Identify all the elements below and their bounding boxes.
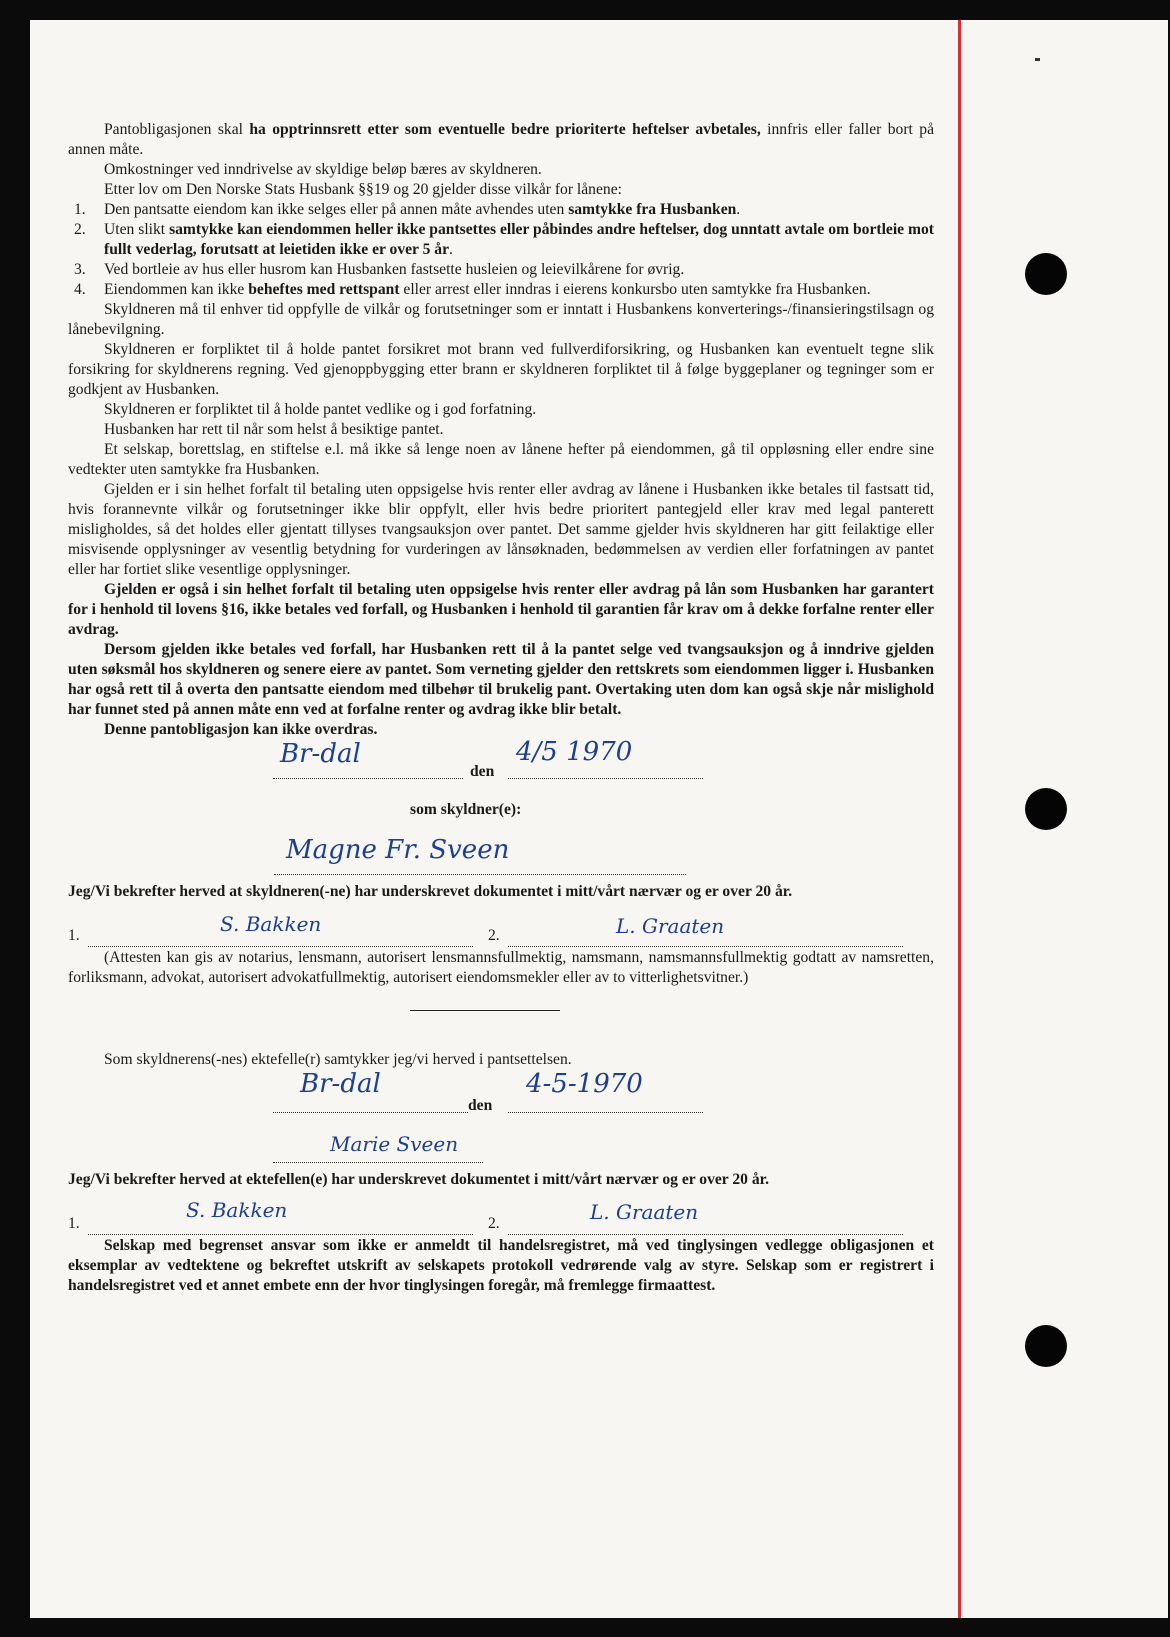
witness-number-3: 1. bbox=[68, 1215, 80, 1232]
separator-block bbox=[68, 988, 934, 1050]
separator-rule bbox=[410, 1010, 560, 1011]
default-paragraph: Gjelden er i sin helhet forfalt til betaling uten oppsigelse hvis renter eller avdrag av lånene i Husbanken ikke betales til fastsatt tid, hvis forannevnte vilkår og forutsetninger ikke blir oppfylt, eller hvis bedre prioritert pantegjeld eller krav med legal panterett misligholdes, så det holdes eller gjentatt tillyses tvangsauksjon over pantet. Det samme gjelder hvis skyldneren har gitt feilaktige eller misvisende opplysninger av vesentlig betydning for vurderingen av lånsøknaden, bedømmelsen av verdien eller forfatningen av pantet eller har fortiet slike vesentlige opplysninger. bbox=[68, 481, 934, 578]
witness-number-2: 2. bbox=[488, 927, 500, 944]
insurance-paragraph: Skyldneren er forpliktet til å holde pantet forsikret mot brann ved fullverdiforsikring, og Husbanken kan eventuelt tegne slik forsikring for skyldnerens regning. Ved gjenoppbygging etter brann er skyldneren forpliktet til å følge byggeplaner og tegninger som er godkjent av Husbanken. bbox=[68, 341, 934, 398]
terms-list bbox=[68, 200, 934, 300]
term-item: 3. Ved bortleie av hus eller husrom kan Husbanken fastsette husleien og leievilkårene for øvrig. bbox=[74, 261, 685, 278]
scan-mark bbox=[1035, 58, 1040, 61]
term-item: 4. Eiendommen kan ikke beheftes med rettspant eller arrest eller inndras i eierens konkursbo uten samtykke fra Husbanken. bbox=[74, 281, 871, 298]
transfer-paragraph: Denne pantobligasjon kan ikke overdras. bbox=[104, 721, 378, 738]
place-handwriting-2: Br-dal bbox=[300, 1069, 381, 1099]
place-date-row-2 bbox=[68, 1070, 934, 1120]
spouse-consent: Som skyldnerens(-nes) ektefelle(r) samtykker jeg/vi herved i pantsettelsen. bbox=[104, 1051, 572, 1068]
date-handwriting-1: 4/5 1970 bbox=[516, 737, 633, 767]
final-note: Selskap med begrenset ansvar som ikke er anmeldt til handelsregistret, må ved tinglysingen vedlegge obligasjonen et eksemplar av vedtektene og bekreftet utskrift av selskapets protokoll vedrørende valg av styre. Selskap som er registrert i handelsregistret ved et annet embete enn der hvor tinglysingen foregår, må fremlegge firmaattest. bbox=[68, 1237, 934, 1294]
spouse-signature: Marie Sveen bbox=[330, 1132, 459, 1156]
company-paragraph: Et selskap, borettslag, en stiftelse e.l. må ikke så lenge noen av lånene hefter på eiendommen, gå til oppløsning eller endre sine vedtekter uten samtykke fra Husbanken. bbox=[68, 441, 934, 478]
punch-hole-middle bbox=[1025, 788, 1067, 830]
place-date-row-1 bbox=[68, 737, 934, 790]
red-margin-line bbox=[958, 20, 961, 1618]
spouse-witness-statement: Jeg/Vi bekrefter herved at ektefellen(e) har underskrevet dokumentet i mitt/vårt nærvær og er over 20 år. bbox=[68, 1171, 770, 1188]
debtor-signature-row bbox=[68, 826, 934, 882]
debtor-signature: Magne Fr. Sveen bbox=[286, 835, 510, 865]
intro-paragraph: Pantobligasjonen skal ha opptrinnsrett etter som eventuelle bedre prioriterte heftelser avbetales, innfris eller faller bort på annen måte. bbox=[68, 121, 934, 158]
document-body bbox=[68, 120, 934, 1296]
witness-row-2 bbox=[68, 1190, 934, 1236]
witness-statement: Jeg/Vi bekrefter herved at skyldneren(-ne) har underskrevet dokumentet i mitt/vårt nærvær og er over 20 år. bbox=[68, 883, 793, 900]
witness-number-4: 2. bbox=[488, 1215, 500, 1232]
den-label-1: den bbox=[470, 763, 495, 780]
cost-paragraph: Omkostninger ved inndrivelse av skyldige beløp bæres av skyldneren. bbox=[104, 161, 542, 178]
inspect-paragraph: Husbanken har rett til når som helst å besiktige pantet. bbox=[104, 421, 444, 438]
den-label-2: den bbox=[468, 1097, 493, 1114]
conditions-paragraph: Skyldneren må til enhver tid oppfylle de vilkår og forutsetninger som er inntatt i Husbankens konverterings-/finansieringstilsagn og lånebevilgning. bbox=[68, 301, 934, 338]
attest-note: (Attesten kan gis av notarius, lensmann, autorisert lensmannsfullmektig, namsmann, namsmannsfullmektig godtatt av namsretten, forliksmann, advokat, autorisert advokatfullmektig, autorisert eiendomsmekler eller av to vitterlighetsvitner.) bbox=[68, 949, 934, 986]
witness-row-1 bbox=[68, 902, 934, 948]
law-paragraph: Etter lov om Den Norske Stats Husbank §§19 og 20 gjelder disse vilkår for lånene: bbox=[104, 181, 622, 198]
debtor-label-row bbox=[68, 790, 934, 826]
witness-signature-4: L. Graaten bbox=[590, 1200, 699, 1224]
place-handwriting-1: Br-dal bbox=[280, 739, 361, 769]
term-item: 1. Den pantsatte eiendom kan ikke selges eller på annen måte avhendes uten samtykke fra Husbanken. bbox=[74, 201, 741, 218]
date-handwriting-2: 4-5-1970 bbox=[526, 1069, 643, 1099]
guarantee-paragraph: Gjelden er også i sin helhet forfalt til betaling uten oppsigelse hvis renter eller avdrag på lån som Husbanken har garantert for i henhold til lovens §16, ikke betales ved forfall, og Husbanken i henhold til garantien får krav om å dekke forfalne renter eller avdrag. bbox=[68, 581, 934, 638]
as-debtor-label: som skyldner(e): bbox=[410, 801, 522, 818]
sale-paragraph: Dersom gjelden ikke betales ved forfall, har Husbanken rett til å la pantet selge ved tvangsauksjon og å inndrive gjelden uten søksmål hos skyldneren og senere eiere av pantet. Som verneting gjelder den rettskrets som eiendommen ligger i. Husbanken har også rett til å overta den pantsatte eiendom med tilbehør til brukelig pant. Overtaking uten dom kan også skje når mislighold har funnet sted på annen måte enn ved at forfalne renter og avdrag ikke blir betalt. bbox=[68, 641, 934, 718]
maintain-paragraph: Skyldneren er forpliktet til å holde pantet vedlike og i god forfatning. bbox=[104, 401, 537, 418]
spouse-signature-row bbox=[68, 1120, 934, 1170]
witness-signature-2: L. Graaten bbox=[616, 914, 725, 938]
witness-line-4 bbox=[508, 1200, 903, 1235]
witness-signature-1: S. Bakken bbox=[220, 912, 322, 936]
witness-signature-3: S. Bakken bbox=[186, 1198, 288, 1222]
punch-hole-bottom bbox=[1025, 1325, 1067, 1367]
witness-number-1: 1. bbox=[68, 927, 80, 944]
term-item: 2. Uten slikt samtykke kan eiendommen heller ikke pantsettes eller påbindes andre heftelser, dog unntatt avtale om bortleie mot fullt vederlag, forutsatt at leietiden ikke er over 5 år. bbox=[74, 221, 935, 258]
punch-hole-top bbox=[1025, 253, 1067, 295]
